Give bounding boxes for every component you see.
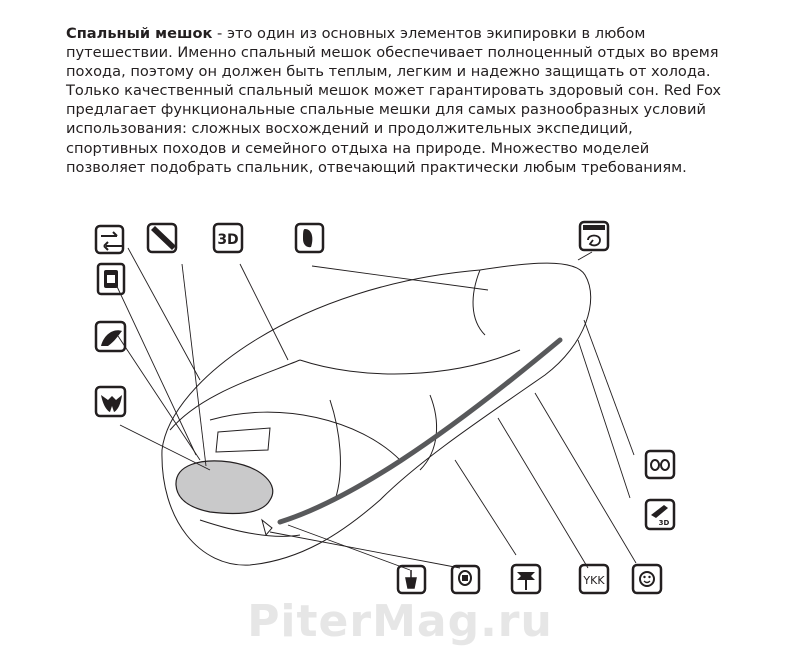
- loops-icon: [646, 451, 674, 478]
- anti-jam-slider-icon: [452, 566, 479, 593]
- inner-pocket: [216, 428, 270, 452]
- ykk-zipper-icon: [580, 565, 608, 593]
- liner-fabric-icon: [148, 224, 176, 252]
- temperature-swap-icon: [96, 226, 123, 253]
- insulation-icon: [96, 322, 125, 351]
- 3d-baffle-icon: [646, 500, 674, 529]
- zipper-slider: [262, 520, 272, 535]
- 3d-label: 3D: [217, 232, 239, 248]
- ykk-label: YKK: [583, 574, 605, 587]
- intro-lead: Спальный мешок: [66, 25, 213, 42]
- hood-opening: [176, 461, 273, 514]
- hood-shape-icon: [96, 387, 125, 416]
- foot-box-icon: [296, 224, 323, 252]
- weight-icon: [98, 264, 124, 294]
- comfort-face-icon: [633, 565, 661, 593]
- zipper-puller-icon: [398, 566, 425, 593]
- compression-sack-icon: [580, 222, 608, 250]
- 3d-cut-icon: [214, 224, 242, 252]
- callout-lines: [113, 248, 636, 570]
- intro-body: - это один из основных элементов экипировки в любом путешествии. Именно спальный мешок обеспечивает полноценный отдых во время похода, поэтому он должен быть теплым, легким и надежно защищать от холода. Только качественный спальный мешок может гарантировать здоровый сон. Red Fox предлагает функциональные спальные мешки для самых разнообразных условий использования: сложных восхождений и продолжительных экспедиций, спортивных походов и семейного отдыха на природе. Множество моделей позволяет подобрать спальник, отвечающий практически любым требованиям.: [66, 25, 722, 176]
- sleeping-bag-outline: [162, 263, 591, 565]
- small-3d-label: 3D: [658, 519, 670, 527]
- zipper-baffle-icon: [512, 565, 540, 593]
- watermark: PiterMag.ru: [247, 596, 553, 647]
- side-zipper: [280, 340, 560, 522]
